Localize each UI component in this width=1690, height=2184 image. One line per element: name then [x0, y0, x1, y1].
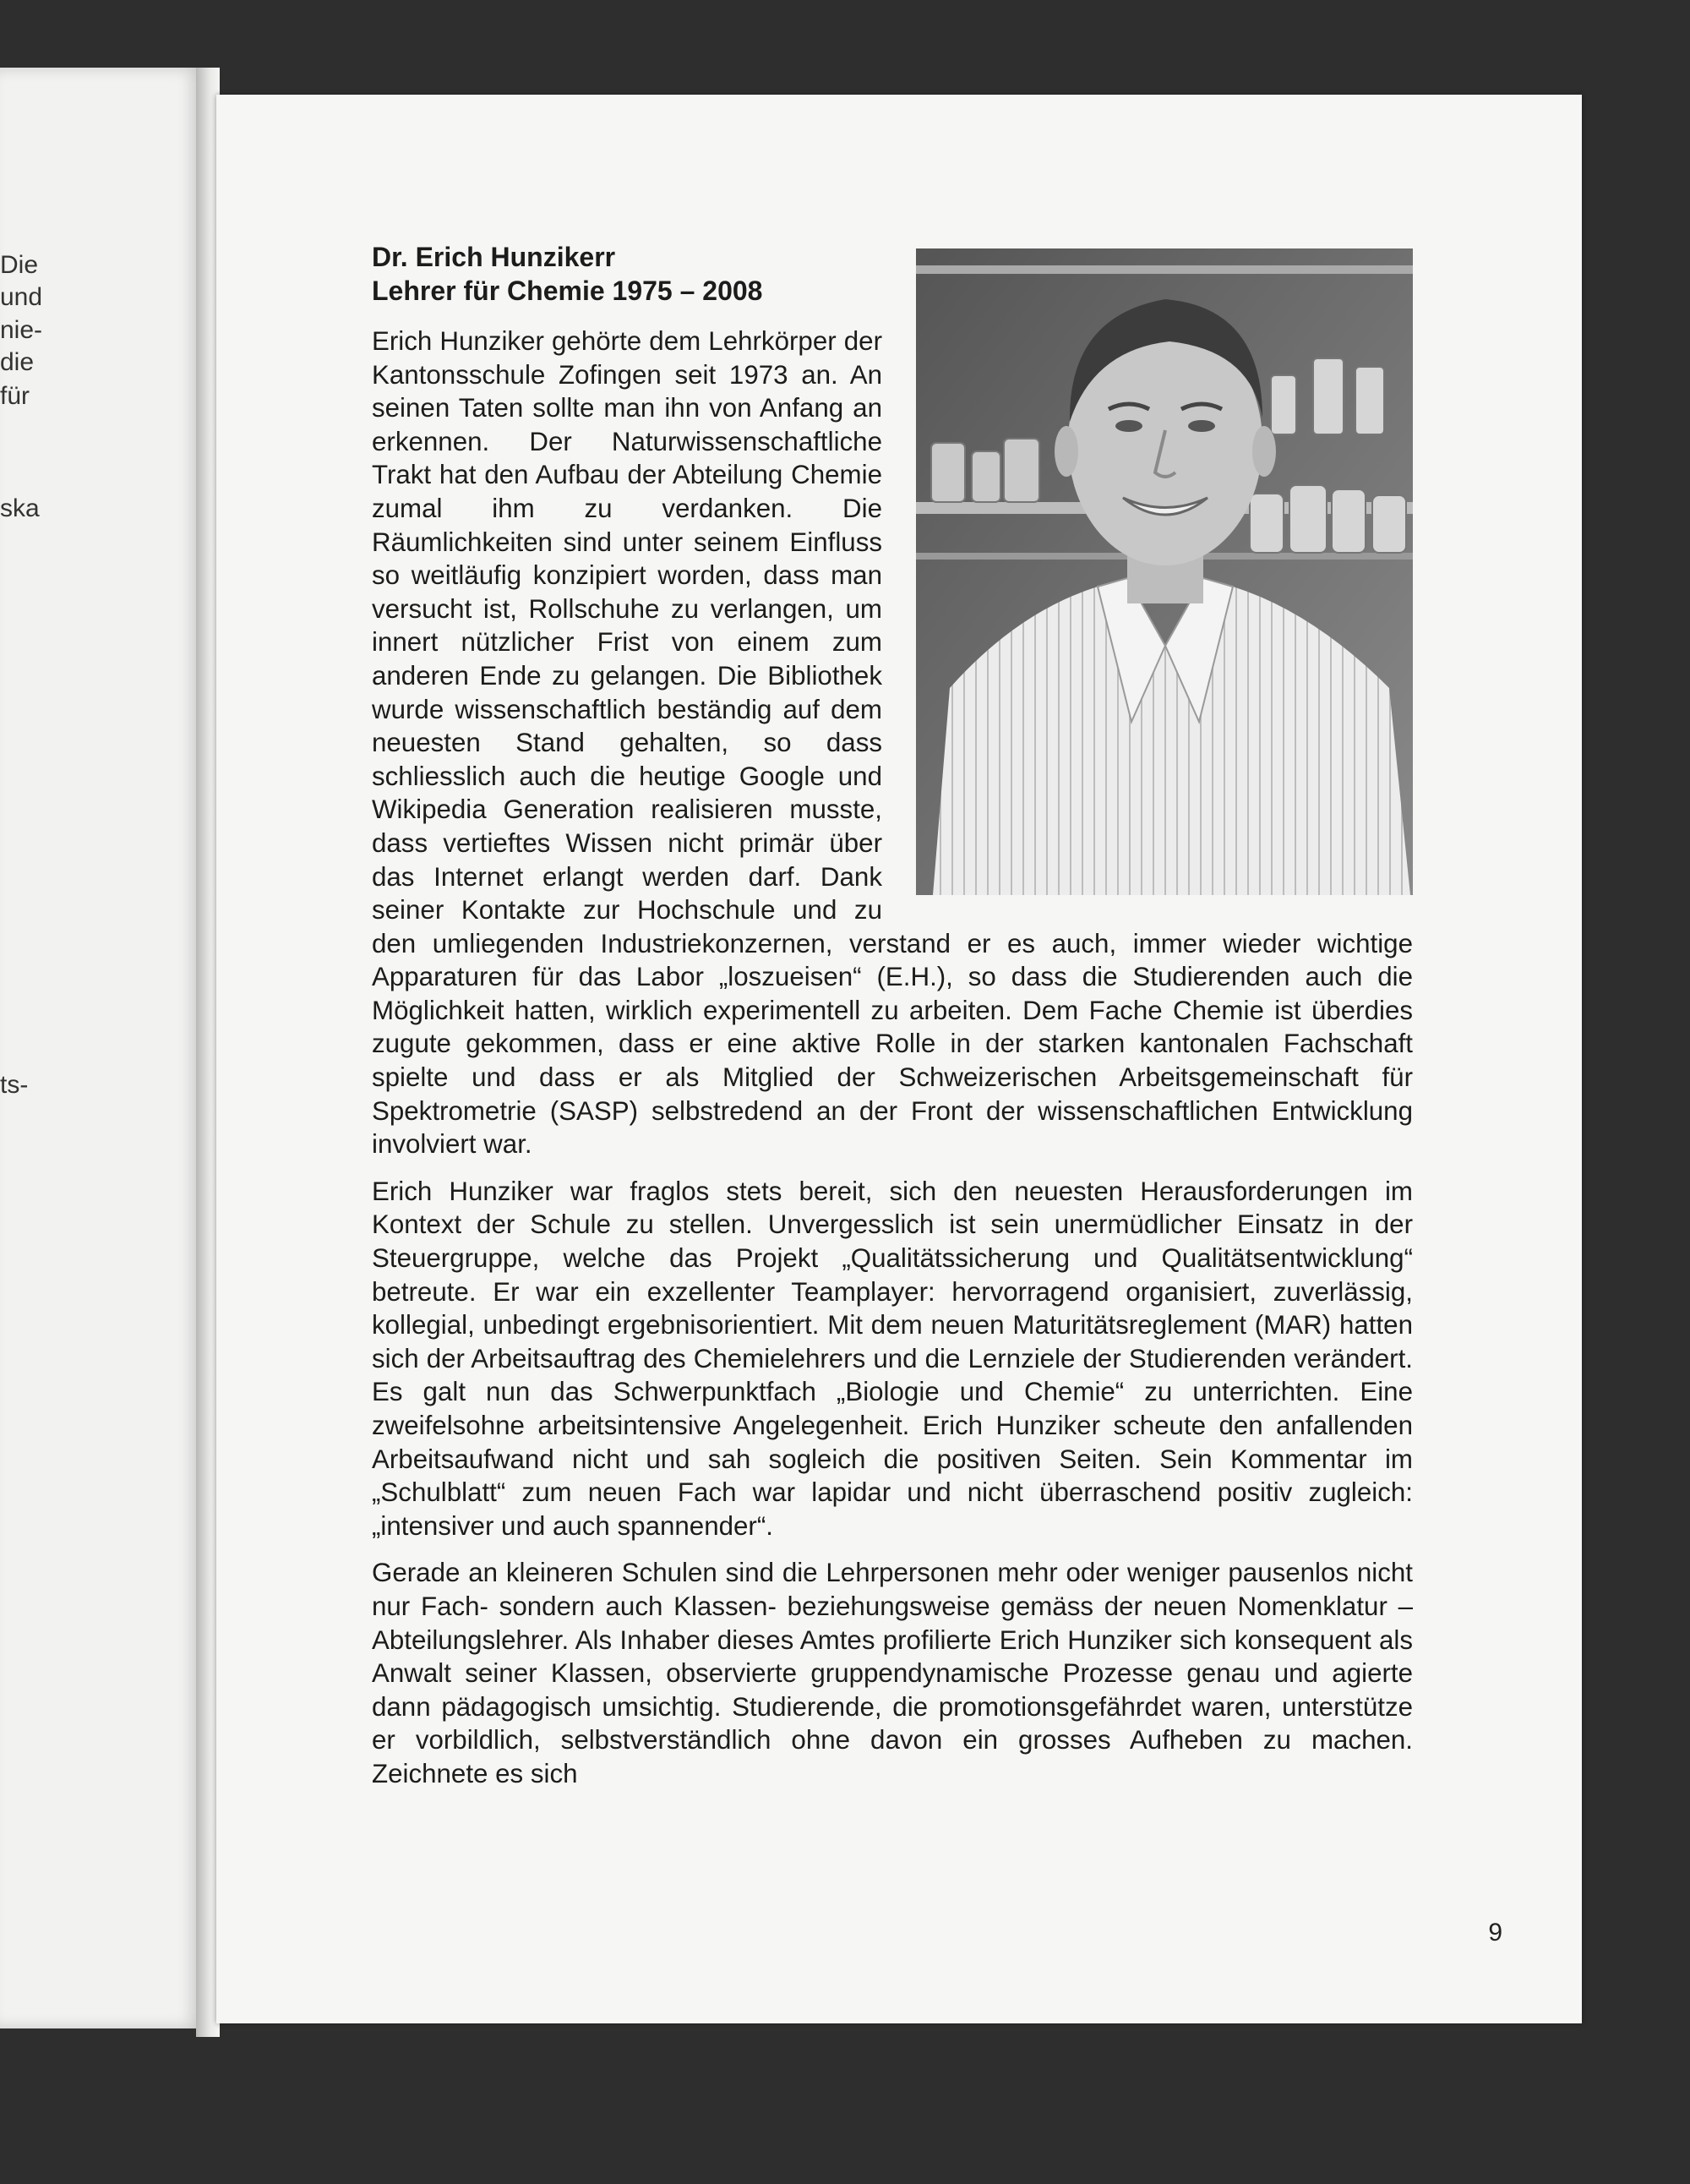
left-page-fragment: Die — [0, 251, 39, 279]
left-page-fragment: für — [0, 382, 30, 410]
left-page-fragment: die — [0, 348, 35, 376]
paragraph: Erich Hunziker war fraglos stets bereit, sich den neuesten Herausforderungen im Kontext der Schule zu stellen. Unvergesslich ist sein unermüdlicher Einsatz in der Steuergruppe, welche das Projekt „Qualitätssicherung und Qualitätsentwicklung“ betreute. Er war ein exzellenter Teamplayer: hervorragend organisiert, zuverlässig, kollegial, unbedingt ergebnisorientiert. Mit dem neuen Maturitätsreglement (MAR) hatten sich der Arbeitsauftrag des Chemielehrers und die Lernziele der Studierenden verändert. Es galt nun das Schwerpunktfach „Biologie und Chemie“ zu unterrichten. Eine zweifelsohne arbeitsintensive Angelegenheit. Erich Hunziker scheute den anfallenden Arbeitsaufwand nicht und sah sogleich die positiven Seiten. Sein Kommentar im „Schulblatt“ zum neuen Fach war lapidar und nicht überraschend positiv zugleich: „intensiver und auch spannender“. — [372, 1176, 1413, 1541]
teacher-role: Lehrer für Chemie 1975 – 2008 — [372, 276, 763, 306]
right-page — [216, 95, 1582, 2023]
paragraph: Erich Hunziker gehörte dem Lehrkörper der Kantonsschule Zofingen seit 1973 an. An seinen Taten sollte man ihn von Anfang an erkennen. Der Naturwissenschaftliche Trakt hat den Aufbau der Abteilung Chemie zumal ihm zu verdanken. Die Räumlichkeiten sind unter seinem Einfluss so weitläufig konzipiert worden, dass man versucht ist, Rollschuhe zu verlangen, um innert nützlicher Frist von einem zum anderen Ende zu gelangen. Die Bibliothek wurde wissenschaftlich beständig auf dem neuesten Stand gehalten, so dass schliesslich auch die heutige Google und Wikipedia Generation realisieren musste, dass vertieftes Wissen nicht primär über das Internet erlangt werden darf. Dank seiner Kontakte zur Hochschule und zu den umliegenden Industriekonzernen, verstand er es auch, immer wieder wichtige Apparaturen für das Labor „loszueisen“ (E.H.), so dass die Studierenden auch die Möglichkeit hatten, wirklich experimentell zu arbeiten. Dem Fache Chemie ist überdies zugute gekommen, dass er eine aktive Rolle in der starken kantonalen Fachschaft spielte und dass er als Mitglied der Schweizerischen Arbeitsgemeinschaft für Spektrometrie (SASP) selbstredend an der Front der wissenschaftlichen Entwicklung involviert war. — [372, 326, 1413, 1160]
page-number: 9 — [1488, 1919, 1502, 1946]
left-page — [0, 68, 203, 2028]
paragraph: Gerade an kleineren Schulen sind die Lehrpersonen mehr oder weniger pausenlos nicht nur Fach- sondern auch Klassen- beziehungsweise gemäss der neuen Nomenklatur – Abteilungslehrer. Als Inhaber dieses Amtes profilierte Erich Hunziker sich konsequent als Anwalt seiner Klassen, observierte gruppendynamische Prozesse genau und agierte dann pädagogisch umsichtig. Studierende, die promotionsgefährdet waren, unterstütze er vorbildlich, selbstverständlich ohne davon ein grosses Aufheben zu machen. Zeichnete es sich — [372, 1558, 1413, 1788]
teacher-name: Dr. Erich Hunzikerr — [372, 242, 616, 272]
left-page-fragment: ts- — [0, 1071, 29, 1099]
left-page-fragment: nie- — [0, 316, 43, 344]
left-page-fragment: und — [0, 283, 43, 311]
left-page-fragment: ska — [0, 494, 40, 522]
article — [372, 240, 1413, 1805]
portrait-photo-icon — [916, 248, 1413, 895]
